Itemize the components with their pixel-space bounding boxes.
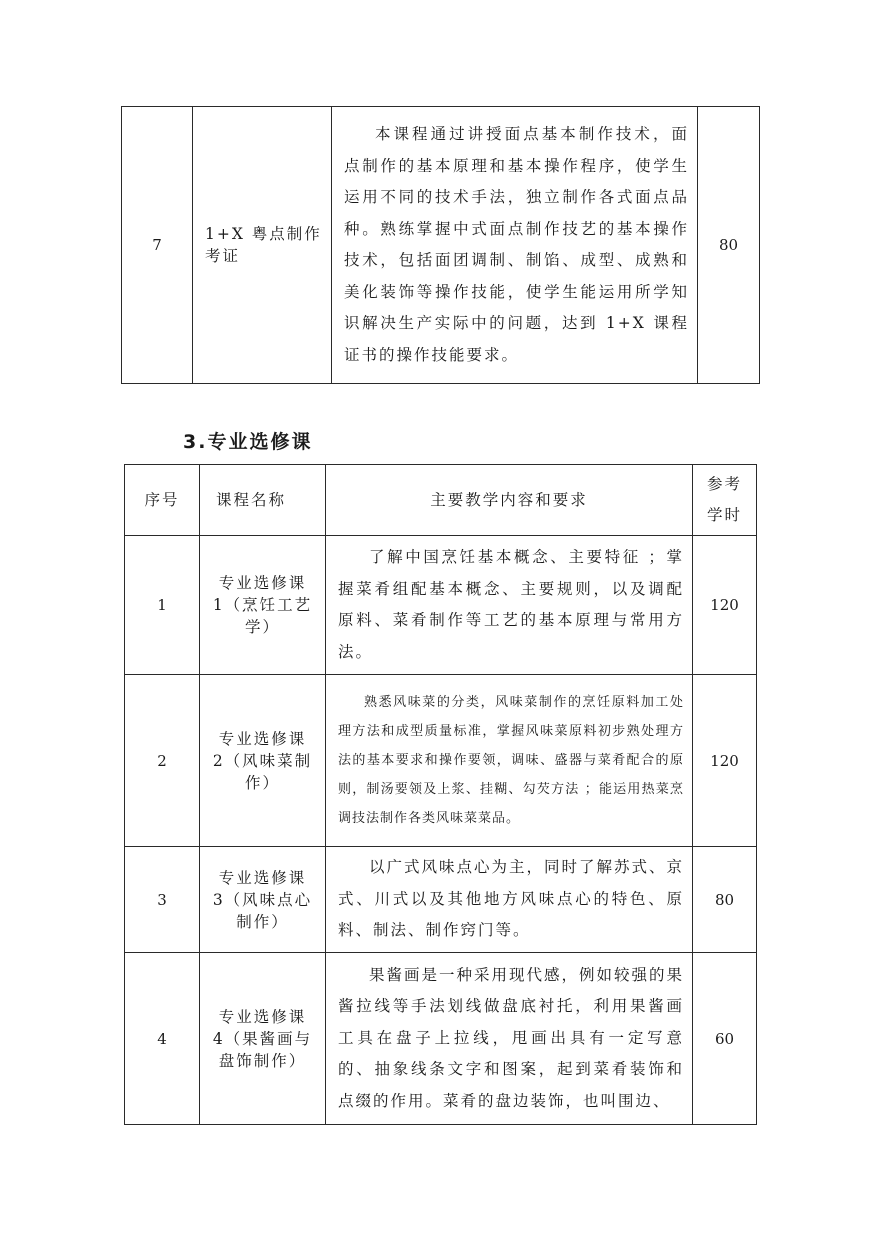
course-hours: 120 <box>693 536 757 675</box>
table-row <box>125 847 757 953</box>
course-content: 了解中国烹饪基本概念、主要特征 ；掌握菜肴组配基本概念、主要规则，以及调配原料、菜肴制作等工艺的基本原理与常用方法。 <box>326 536 693 675</box>
course-name: 专业选修课 2（风味菜制作） <box>200 675 326 847</box>
header-num: 序号 <box>125 465 200 536</box>
course-content: 以广式风味点心为主，同时了解苏式、京式、川式以及其他地方风味点心的特色、原料、制法、制作窍门等。 <box>326 847 693 953</box>
table-row <box>125 675 757 847</box>
course-name: 专业选修课 3（风味点心制作） <box>200 847 326 953</box>
course-hours: 80 <box>698 107 760 384</box>
course-hours: 120 <box>693 675 757 847</box>
top-course-table <box>121 106 760 384</box>
row-number: 7 <box>122 107 193 384</box>
course-name: 1+X 粤点制作考证 <box>193 107 332 384</box>
table-header-row <box>125 465 757 536</box>
course-content: 熟悉风味菜的分类，风味菜制作的烹饪原料加工处理方法和成型质量标准，掌握风味菜原料初步熟处理方法的基本要求和操作要领，调味、盛器与菜肴配合的原则，制汤要领及上浆、挂糊、勾芡方法 ；能运用热菜烹调技法制作各类风味菜菜品。 <box>326 675 693 847</box>
course-hours: 80 <box>693 847 757 953</box>
header-name: 课程名称 <box>200 465 326 536</box>
row-number: 2 <box>125 675 200 847</box>
course-name: 专业选修课 1（烹饪工艺学） <box>200 536 326 675</box>
row-number: 1 <box>125 536 200 675</box>
course-content: 果酱画是一种采用现代感，例如较强的果酱拉线等手法划线做盘底衬托，利用果酱画工具在盘子上拉线，甩画出具有一定写意的、抽象线条文字和图案，起到菜肴装饰和点缀的作用。菜肴的盘边装饰，也叫围边、 <box>326 953 693 1125</box>
row-number: 3 <box>125 847 200 953</box>
table-row <box>125 953 757 1125</box>
row-number: 4 <box>125 953 200 1125</box>
section-title: 3.专业选修课 <box>183 431 313 453</box>
header-hours: 参考学时 <box>693 465 757 536</box>
header-content: 主要教学内容和要求 <box>326 465 693 536</box>
table-row <box>122 107 760 384</box>
elective-course-table <box>124 464 757 1125</box>
course-content: 本课程通过讲授面点基本制作技术，面点制作的基本原理和基本操作程序，使学生运用不同的技术手法，独立制作各式面点品种。熟练掌握中式面点制作技艺的基本操作技术，包括面团调制、制馅、成型、成熟和美化装饰等操作技能，使学生能运用所学知识解决生产实际中的问题，达到 1+X 课程证书的操作技能要求。 <box>332 107 698 384</box>
table-row <box>125 536 757 675</box>
course-name: 专业选修课 4（果酱画与盘饰制作） <box>200 953 326 1125</box>
course-hours: 60 <box>693 953 757 1125</box>
